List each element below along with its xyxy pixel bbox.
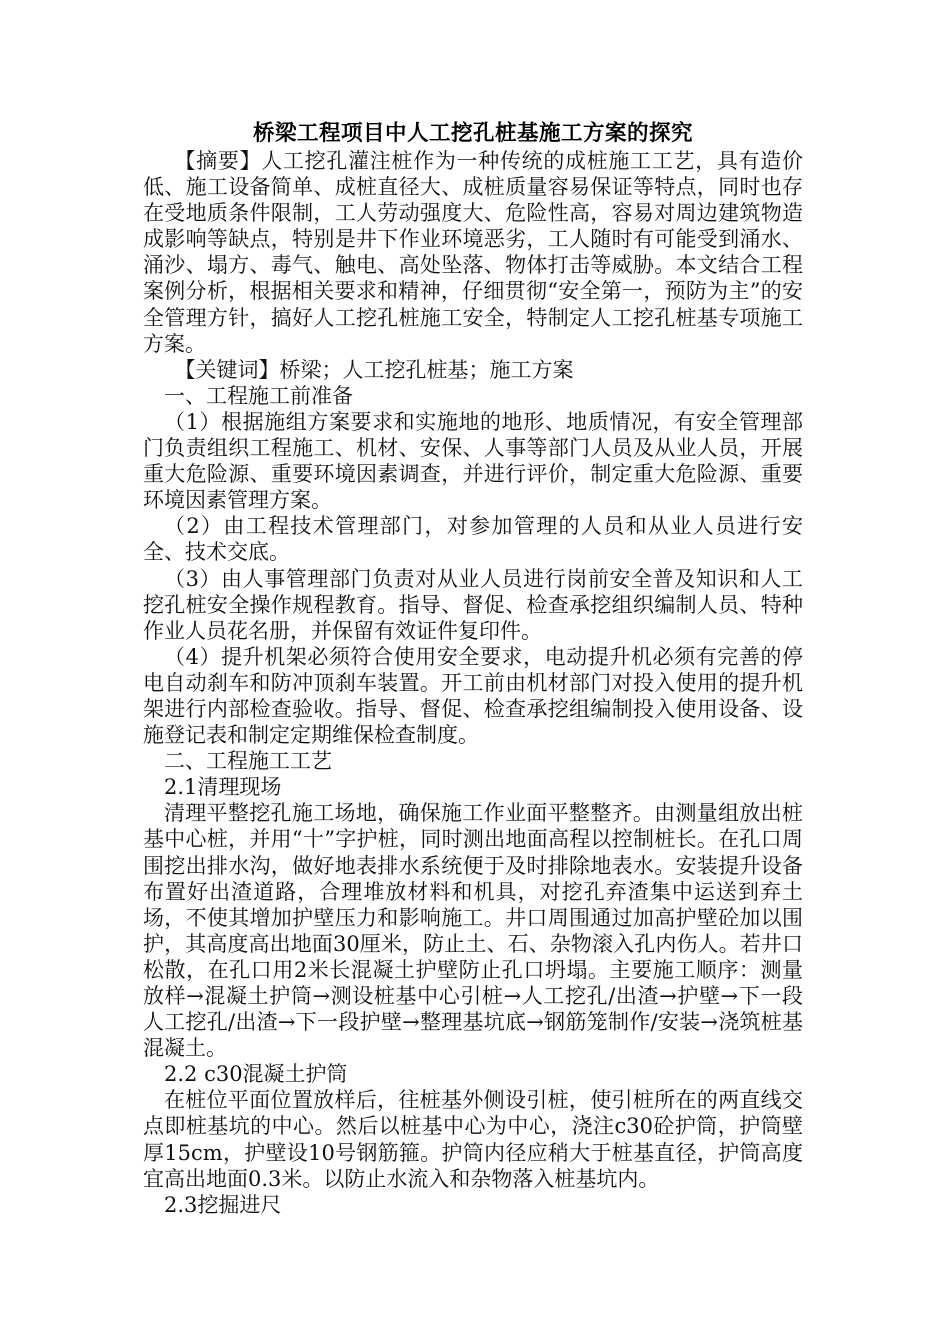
subsection-2-2-paragraph: 在桩位平面位置放样后，往桩基外侧设引桩，使引桩所在的两直线交点即桩基坑的中心。然后以桩基中心为中心，浇注c30砼护筒，护筒壁厚15cm，护壁设10号钢筋箍。护筒内径应稍大于桩基直径，护筒高度宜高出地面0.3米。以防止水流入和杂物落入桩基坑内。 bbox=[143, 1088, 803, 1191]
subsection-2-1-paragraph: 清理平整挖孔施工场地，确保施工作业面平整整齐。由测量组放出桩基中心桩，并用“十”字护桩，同时测出地面高程以控制桩长。在孔口周围挖出排水沟，做好地表排水系统便于及时排除地表水。安装提升设备布置好出渣道路，合理堆放材料和机具，对挖孔弃渣集中运送到弃土场，不使其增加护壁压力和影响施工。井口周围通过加高护壁砼加以围护，其高度高出地面30厘米，防止土、石、杂物滚入孔内伤人。若井口松散，在孔口用2米长混凝土护壁防止孔口坍塌。主要施工顺序：测量放样→混凝土护筒→测设桩基中心引桩→人工挖孔/出渣→护壁→下一段人工挖孔/出渣→下一段护壁→整理基坑底→钢筋笼制作/安装→浇筑桩基混凝土。 bbox=[143, 801, 803, 1061]
subsection-2-2-heading: 2.2 c30混凝土护筒 bbox=[164, 1062, 348, 1087]
abstract-paragraph: 【摘要】人工挖孔灌注桩作为一种传统的成桩施工工艺，具有造价低、施工设备简单、成桩直径大、成桩质量容易保证等特点，同时也存在受地质条件限制，工人劳动强度大、危险性高，容易对周边建筑物造成影响等缺点，特别是井下作业环境恶劣，工人随时有可能受到涌水、涌沙、塌方、毒气、触电、高处坠落、物体打击等威胁。本文结合工程案例分析，根据相关要求和精神，仔细贯彻“安全第一，预防为主”的安全管理方针，搞好人工挖孔桩施工安全，特制定人工挖孔桩基专项施工方案。 bbox=[143, 149, 803, 356]
keywords-paragraph: 【关键词】桥梁；人工挖孔桩基；施工方案 bbox=[174, 357, 574, 382]
section-1-heading: 一、工程施工前准备 bbox=[164, 383, 353, 408]
document-body bbox=[143, 120, 803, 1218]
subsection-2-1-heading: 2.1清理现场 bbox=[164, 775, 282, 800]
section-1-paragraph-3: （3）由人事管理部门负责对从业人员进行岗前安全普及知识和人工挖孔桩安全操作规程教育。指导、督促、检查承挖组织编制人员、特种作业人员花名册，并保留有效证件复印件。 bbox=[143, 566, 803, 643]
section-2-heading: 二、工程施工工艺 bbox=[164, 749, 332, 774]
section-1-paragraph-2: （2）由工程技术管理部门，对参加管理的人员和从业人员进行安全、技术交底。 bbox=[143, 514, 803, 565]
subsection-2-3-heading: 2.3挖掘进尺 bbox=[164, 1192, 282, 1217]
section-1-paragraph-1: （1）根据施组方案要求和实施地的地形、地质情况，有安全管理部门负责组织工程施工、机材、安保、人事等部门人员及从业人员，开展重大危险源、重要环境因素调查，并进行评价，制定重大危险源、重要环境因素管理方案。 bbox=[143, 409, 803, 513]
document-title: 桥梁工程项目中人工挖孔桩基施工方案的探究 bbox=[252, 121, 693, 146]
section-1-paragraph-4: （4）提升机架必须符合使用安全要求，电动提升机必须有完善的停电自动刹车和防冲顶刹车装置。开工前由机材部门对投入使用的提升机架进行内部检查验收。指导、督促、检查承挖组编制投入使用设备、设施登记表和制定定期维保检查制度。 bbox=[143, 644, 803, 748]
